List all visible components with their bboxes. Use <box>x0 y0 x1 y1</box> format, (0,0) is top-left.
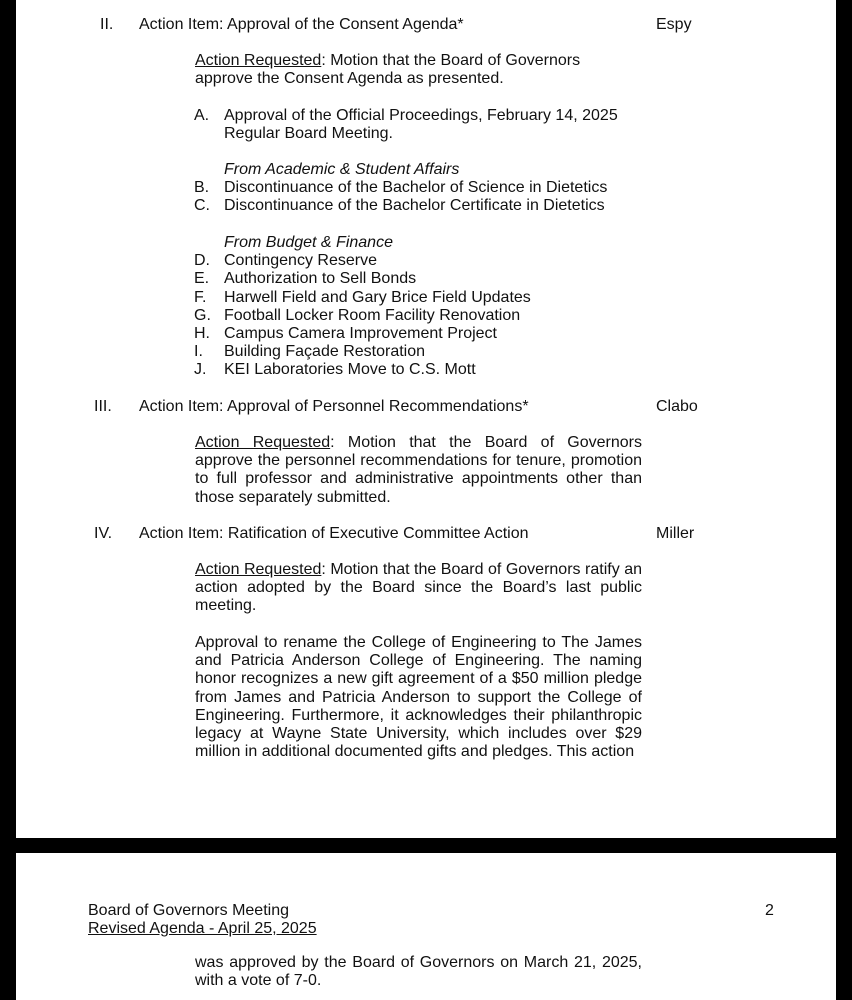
item-letter: J. <box>194 361 207 379</box>
item-text-continued: Regular Board Meeting. <box>224 125 393 143</box>
section-iii-numeral: III. <box>94 398 112 415</box>
item-letter: C. <box>194 197 210 215</box>
consent-group-academic <box>194 161 607 216</box>
item-text: Harwell Field and Gary Brice Field Updates <box>224 288 531 306</box>
item-letter: I. <box>194 343 203 361</box>
action-requested-text: : Motion that the Board of Governors approve the Consent Agenda as presented. <box>195 52 581 88</box>
action-requested-label: Action Requested <box>195 561 322 578</box>
action-requested-text: : Motion that the Board of Governors approve the personnel recommendations for tenure, promotion to full professor and administrative appointments other than those separately submitted. <box>195 434 642 506</box>
section-ii-presenter: Espy <box>656 16 692 33</box>
action-requested-text: : Motion that the Board of Governors ratify an action adopted by the Board since the Board’s last public meeting. <box>195 561 642 615</box>
page-number: 2 <box>765 902 774 919</box>
document-page-2 <box>16 853 836 1000</box>
item-letter: B. <box>194 179 210 197</box>
item-text: Discontinuance of the Bachelor of Science in Dietetics <box>224 179 608 197</box>
item-text: Football Locker Room Facility Renovation <box>224 306 521 324</box>
section-iii-action-requested <box>195 434 642 507</box>
section-iii-title: Action Item: Approval of Personnel Recommendations* <box>139 398 529 415</box>
item-letter: F. <box>194 288 207 306</box>
item-text: Campus Camera Improvement Project <box>224 325 497 343</box>
item-letter: E. <box>194 270 210 288</box>
item-letter: A. <box>194 107 210 124</box>
item-text: Building Façade Restoration <box>224 343 426 361</box>
action-requested-label: Action Requested <box>195 434 331 451</box>
running-header-title: Board of Governors Meeting <box>88 902 289 919</box>
item-text: KEI Laboratories Move to C.S. Mott <box>224 361 476 379</box>
section-iv-title: Action Item: Ratification of Executive Committee Action <box>139 525 529 542</box>
group-heading: From Academic & Student Affairs <box>224 161 460 178</box>
section-ii-numeral: II. <box>100 16 114 33</box>
section-iv-action-requested <box>195 561 642 616</box>
running-header-subtitle: Revised Agenda - April 25, 2025 <box>88 920 317 937</box>
item-text: Discontinuance of the Bachelor Certificate in Dietetics <box>224 197 605 215</box>
item-text: Approval of the Official Proceedings, February 14, 2025 <box>224 107 618 124</box>
item-letter: G. <box>194 306 211 324</box>
consent-group-budget <box>194 234 531 380</box>
document-page-1 <box>16 0 836 838</box>
section-iv-presenter: Miller <box>656 525 695 542</box>
item-letter: D. <box>194 252 210 270</box>
item-letter: H. <box>194 325 210 343</box>
section-ii-action-requested <box>195 52 615 88</box>
consent-item-a <box>194 107 618 143</box>
action-requested-label: Action Requested <box>195 52 322 69</box>
item-text: Authorization to Sell Bonds <box>224 270 417 288</box>
section-iv-numeral: IV. <box>94 525 113 542</box>
group-heading: From Budget & Finance <box>224 234 393 251</box>
item-text: Contingency Reserve <box>224 252 377 270</box>
section-iv-body: Approval to rename the College of Engineering to The James and Patricia Anderson College of Engineering. The naming honor recognizes a new gift agreement of a $50 million pledge from James and Patricia Anderson to support the College of Engineering. Furthermore, it acknowledges their philanthropic legacy at Wayne State University, which includes over $29 million in additional documented gifts and pledges. This action <box>195 634 642 761</box>
section-iv-continuation: was approved by the Board of Governors on March 21, 2025, with a vote of 7-0. <box>195 954 642 990</box>
section-ii-title: Action Item: Approval of the Consent Agenda* <box>139 16 464 33</box>
section-iii-presenter: Clabo <box>656 398 698 415</box>
